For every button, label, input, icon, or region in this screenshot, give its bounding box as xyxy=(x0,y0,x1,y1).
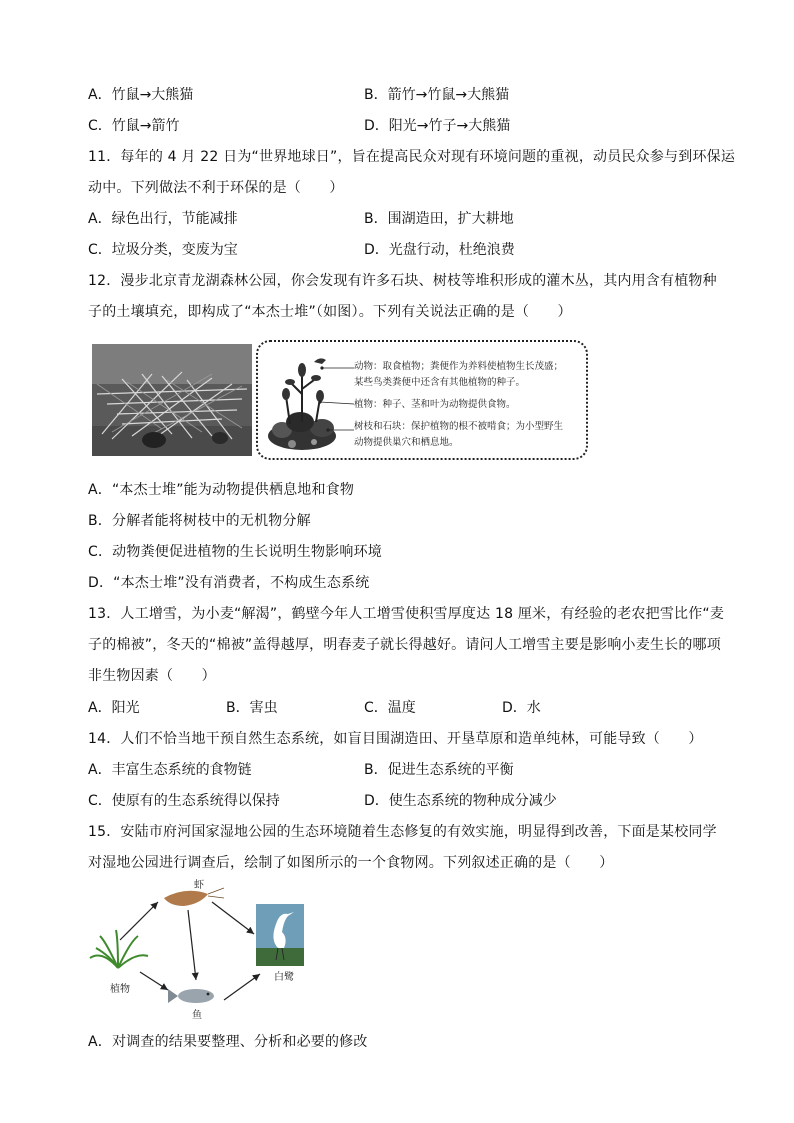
q12-stem-line2: 子的土壤填充，即构成了“本杰士堆”（如图）。下列有关说法正确的是（ ） xyxy=(88,304,572,320)
food-web-label-plant: 植物 xyxy=(110,984,130,995)
q11-stem-line1: 11．每年的 4 月 22 日为“世界地球日”，旨在提高民众对现有环境问题的重视，动员民众参与到环保运 xyxy=(88,149,736,165)
q13-option-a: A．阳光 xyxy=(88,700,140,716)
q13-stem-line3: 非生物因素（ ） xyxy=(88,668,216,684)
q10-option-a: A．竹鼠→大熊猫 xyxy=(88,87,194,103)
q10-option-d: D．阳光→竹子→大熊猫 xyxy=(364,118,511,134)
q13-stem-line1: 13．人工增雪，为小麦“解渴”，鹤壁今年人工增雪使积雪厚度达 18 厘米，有经验的老农把雪比作“麦 xyxy=(88,606,725,622)
q15-stem-line1: 15．安陆市府河国家湿地公园的生态环境随着生态修复的有效实施，明显得到改善，下面是某校同学 xyxy=(88,824,717,840)
q11-option-c: C．垃圾分类，变废为宝 xyxy=(88,242,238,258)
callout-branches-line2: 动物提供巢穴和栖息地。 xyxy=(354,437,459,448)
q14-stem-line1: 14．人们不恰当地干预自然生态系统，如盲目围湖造田、开垦草原和造单纯林，可能导致（ ） xyxy=(88,731,703,747)
q11-stem-line2: 动中。下列做法不利于环保的是（ ） xyxy=(88,180,344,196)
q13-option-b: B．害虫 xyxy=(226,700,278,716)
q13-option-c: C．温度 xyxy=(364,700,416,716)
q11-option-d: D．光盘行动，杜绝浪费 xyxy=(364,242,515,258)
food-web-label-fish: 鱼 xyxy=(192,1010,202,1021)
q12-option-c: C．动物粪便促进植物的生长说明生物影响环境 xyxy=(88,544,382,560)
food-web-label-shrimp: 虾 xyxy=(194,880,204,891)
benjes-hedge-photo xyxy=(92,344,252,456)
food-web-figure xyxy=(88,876,318,1026)
food-web-label-egret: 白鹭 xyxy=(274,972,294,983)
q12-option-b: B．分解者能将树枝中的无机物分解 xyxy=(88,513,311,529)
q14-option-b: B．促进生态系统的平衡 xyxy=(364,762,514,778)
callout-animals-line1: 动物：取食植物；粪便作为养料使植物生长茂盛； xyxy=(354,361,564,372)
q14-option-c: C．使原有的生态系统得以保持 xyxy=(88,793,280,809)
hedge-illustration xyxy=(262,344,354,460)
q15-stem-line2: 对湿地公园进行调查后，绘制了如图所示的一个食物网。下列叙述正确的是（ ） xyxy=(88,855,614,871)
callout-plants: 植物：种子、茎和叶为动物提供食物。 xyxy=(354,399,516,410)
q13-option-d: D．水 xyxy=(502,700,541,716)
q14-option-a: A．丰富生态系统的食物链 xyxy=(88,762,252,778)
callout-animals-line2: 某些鸟类粪便中还含有其他植物的种子。 xyxy=(354,377,526,388)
callout-branches-line1: 树枝和石块：保护植物的根不被啃食；为小型野生 xyxy=(354,421,564,432)
q12-option-a: A．“本杰士堆”能为动物提供栖息地和食物 xyxy=(88,482,355,498)
q14-option-d: D．使生态系统的物种成分减少 xyxy=(364,793,557,809)
q11-option-b: B．围湖造田，扩大耕地 xyxy=(364,211,514,227)
q10-option-b: B．箭竹→竹鼠→大熊猫 xyxy=(364,87,510,103)
q11-option-a: A．绿色出行，节能减排 xyxy=(88,211,238,227)
q10-option-c: C．竹鼠→箭竹 xyxy=(88,118,180,134)
egret-icon xyxy=(256,904,304,966)
q15-option-a: A．对调查的结果要整理、分析和必要的修改 xyxy=(88,1034,368,1050)
fish-icon xyxy=(168,989,214,1003)
q13-stem-line2: 子的棉被”，冬天的“棉被”盖得越厚，明春麦子就长得越好。请问人工增雪主要是影响小麦生长的哪项 xyxy=(88,637,721,653)
plant-icon xyxy=(90,930,148,968)
q12-option-d: D．“本杰士堆”没有消费者，不构成生态系统 xyxy=(88,575,370,591)
q12-stem-line1: 12．漫步北京青龙湖森林公园，你会发现有许多石块、树枝等堆积形成的灌木丛，其内用含有植物种 xyxy=(88,273,717,289)
benjes-hedge-callout xyxy=(256,340,588,460)
benjes-hedge-figure xyxy=(92,340,592,464)
